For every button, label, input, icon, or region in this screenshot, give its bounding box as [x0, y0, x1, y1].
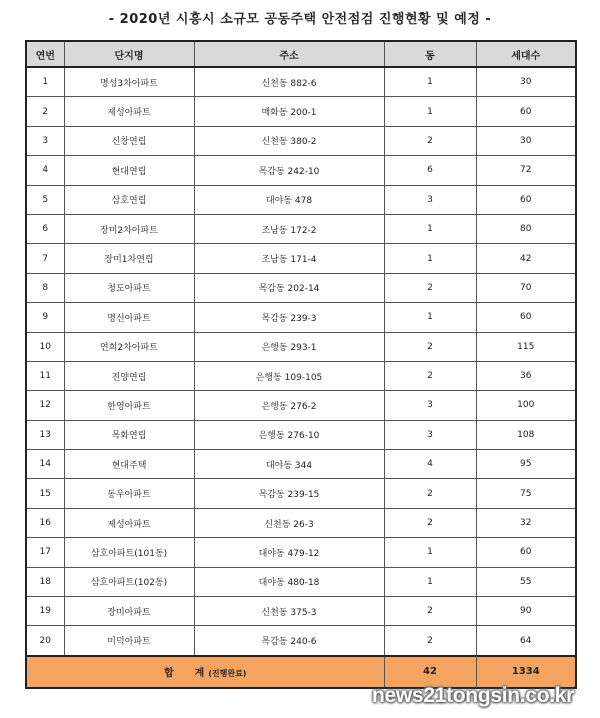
- cell-households: 100: [476, 391, 576, 420]
- cell-buildings: 2: [384, 361, 476, 390]
- cell-complex-name: 청도아파트: [64, 273, 194, 302]
- cell-address: 목감동 240-6: [194, 626, 384, 656]
- cell-buildings: 3: [384, 391, 476, 420]
- cell-households: 60: [476, 303, 576, 332]
- cell-address: 은행동 109-105: [194, 361, 384, 390]
- page-title: - 2020년 시흥시 소규모 공동주택 안전점검 진행현황 및 예정 -: [108, 12, 492, 27]
- table-row: [26, 126, 576, 155]
- watermark: news21tongsin.co.kr: [372, 684, 575, 707]
- cell-buildings: 1: [384, 244, 476, 273]
- table-row: [26, 538, 576, 567]
- cell-buildings: 1: [384, 67, 476, 97]
- cell-buildings: 2: [384, 126, 476, 155]
- cell-complex-name: 장미아파트: [64, 597, 194, 626]
- cell-no: 20: [26, 626, 64, 656]
- header-address: 주소: [194, 41, 384, 67]
- cell-buildings: 2: [384, 597, 476, 626]
- cell-buildings: 1: [384, 538, 476, 567]
- cell-buildings: 1: [384, 97, 476, 126]
- cell-households: 60: [476, 185, 576, 214]
- cell-complex-name: 연희2차아파트: [64, 332, 194, 361]
- cell-households: 72: [476, 156, 576, 185]
- header-buildings: 동: [384, 41, 476, 67]
- table-row: [26, 361, 576, 390]
- cell-complex-name: 제성아파트: [64, 508, 194, 537]
- cell-no: 4: [26, 156, 64, 185]
- cell-address: 대야동 480-18: [194, 567, 384, 596]
- cell-buildings: 3: [384, 185, 476, 214]
- total-buildings: 42: [384, 656, 476, 688]
- total-label: 합 계: [164, 668, 205, 680]
- cell-address: 매화동 200-1: [194, 97, 384, 126]
- cell-address: 은행동 276-2: [194, 391, 384, 420]
- cell-address: 신천동 375-3: [194, 597, 384, 626]
- cell-buildings: 6: [384, 156, 476, 185]
- cell-no: 14: [26, 450, 64, 479]
- cell-no: 17: [26, 538, 64, 567]
- cell-address: 신천동 26-3: [194, 508, 384, 537]
- table-row: [26, 214, 576, 243]
- table-row: [26, 244, 576, 273]
- cell-households: 108: [476, 420, 576, 449]
- cell-buildings: 2: [384, 508, 476, 537]
- cell-address: 대야동 478: [194, 185, 384, 214]
- cell-no: 5: [26, 185, 64, 214]
- cell-complex-name: 제성아파트: [64, 97, 194, 126]
- table-row: [26, 450, 576, 479]
- total-note: (진행완료): [208, 669, 247, 679]
- table-row: [26, 479, 576, 508]
- cell-buildings: 2: [384, 332, 476, 361]
- cell-address: 대야동 479-12: [194, 538, 384, 567]
- cell-address: 은행동 293-1: [194, 332, 384, 361]
- table-row: [26, 156, 576, 185]
- table-row: [26, 567, 576, 596]
- table-row: [26, 332, 576, 361]
- cell-address: 목감동 239-3: [194, 303, 384, 332]
- table-row: [26, 273, 576, 302]
- table-row: [26, 597, 576, 626]
- cell-buildings: 1: [384, 303, 476, 332]
- cell-address: 목감동 202-14: [194, 273, 384, 302]
- cell-households: 30: [476, 126, 576, 155]
- cell-no: 3: [26, 126, 64, 155]
- total-row: [26, 656, 576, 688]
- cell-no: 6: [26, 214, 64, 243]
- cell-households: 64: [476, 626, 576, 656]
- cell-households: 75: [476, 479, 576, 508]
- table-row: [26, 97, 576, 126]
- cell-households: 80: [476, 214, 576, 243]
- inspection-table: [25, 40, 577, 689]
- cell-households: 36: [476, 361, 576, 390]
- cell-no: 15: [26, 479, 64, 508]
- cell-buildings: 2: [384, 479, 476, 508]
- cell-no: 10: [26, 332, 64, 361]
- cell-households: 42: [476, 244, 576, 273]
- cell-buildings: 2: [384, 626, 476, 656]
- cell-complex-name: 현대연립: [64, 156, 194, 185]
- cell-buildings: 1: [384, 214, 476, 243]
- cell-no: 1: [26, 67, 64, 97]
- cell-address: 대야동 344: [194, 450, 384, 479]
- cell-households: 115: [476, 332, 576, 361]
- cell-complex-name: 삼호연립: [64, 185, 194, 214]
- cell-address: 목감동 242-10: [194, 156, 384, 185]
- cell-address: 신천동 882-6: [194, 67, 384, 97]
- cell-complex-name: 삼호아파트(102동): [64, 567, 194, 596]
- table-row: [26, 303, 576, 332]
- cell-address: 조남동 172-2: [194, 214, 384, 243]
- cell-complex-name: 명성3차아파트: [64, 67, 194, 97]
- cell-no: 7: [26, 244, 64, 273]
- cell-households: 95: [476, 450, 576, 479]
- cell-complex-name: 신창연립: [64, 126, 194, 155]
- table-row: [26, 185, 576, 214]
- table-row: [26, 391, 576, 420]
- table-header-row: [26, 41, 576, 67]
- cell-complex-name: 현대주택: [64, 450, 194, 479]
- cell-complex-name: 목화연립: [64, 420, 194, 449]
- cell-buildings: 3: [384, 420, 476, 449]
- cell-address: 목감동 239-15: [194, 479, 384, 508]
- cell-no: 19: [26, 597, 64, 626]
- cell-complex-name: 명신아파트: [64, 303, 194, 332]
- cell-complex-name: 장미1차연립: [64, 244, 194, 273]
- cell-buildings: 1: [384, 567, 476, 596]
- table-row: [26, 508, 576, 537]
- header-households: 세대수: [476, 41, 576, 67]
- cell-no: 16: [26, 508, 64, 537]
- cell-complex-name: 동우아파트: [64, 479, 194, 508]
- cell-households: 30: [476, 67, 576, 97]
- cell-no: 9: [26, 303, 64, 332]
- cell-buildings: 2: [384, 273, 476, 302]
- cell-complex-name: 진양연립: [64, 361, 194, 390]
- cell-households: 60: [476, 97, 576, 126]
- cell-complex-name: 미덕아파트: [64, 626, 194, 656]
- cell-address: 조남동 171-4: [194, 244, 384, 273]
- total-households: 1334: [476, 656, 576, 688]
- cell-households: 70: [476, 273, 576, 302]
- cell-no: 11: [26, 361, 64, 390]
- header-complex-name: 단지명: [64, 41, 194, 67]
- total-label-cell: [26, 656, 384, 688]
- table-row: [26, 420, 576, 449]
- cell-complex-name: 한영아파트: [64, 391, 194, 420]
- cell-buildings: 4: [384, 450, 476, 479]
- cell-complex-name: 삼호아파트(101동): [64, 538, 194, 567]
- cell-no: 18: [26, 567, 64, 596]
- cell-households: 90: [476, 597, 576, 626]
- cell-no: 12: [26, 391, 64, 420]
- cell-no: 2: [26, 97, 64, 126]
- cell-households: 60: [476, 538, 576, 567]
- table-row: [26, 67, 576, 97]
- table-row: [26, 626, 576, 656]
- cell-complex-name: 장미2차아파트: [64, 214, 194, 243]
- cell-address: 신천동 380-2: [194, 126, 384, 155]
- header-no: 연번: [26, 41, 64, 67]
- cell-households: 32: [476, 508, 576, 537]
- cell-address: 은행동 276-10: [194, 420, 384, 449]
- cell-households: 55: [476, 567, 576, 596]
- cell-no: 8: [26, 273, 64, 302]
- cell-no: 13: [26, 420, 64, 449]
